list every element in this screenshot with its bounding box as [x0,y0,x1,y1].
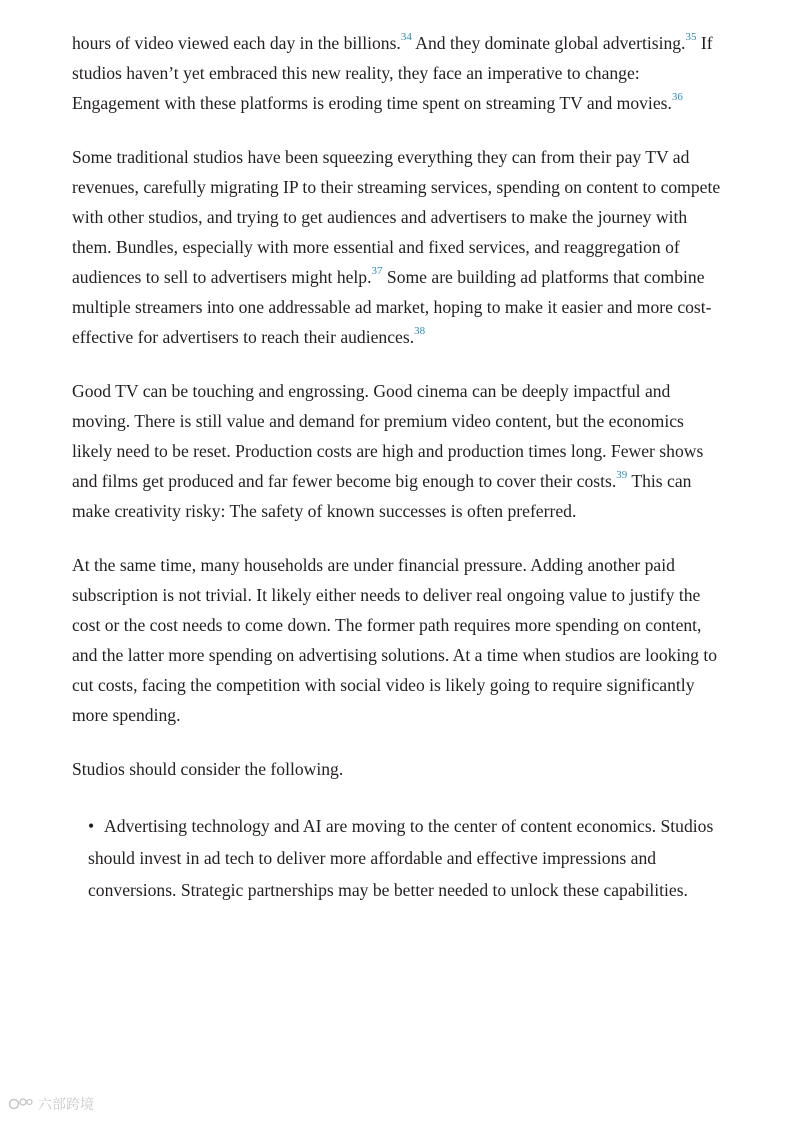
recommendation-list [72,810,722,906]
paragraph-text: If studios haven’t yet embraced this new reality, they face an imperative to change: Engagement with these platforms is eroding time spent on streaming TV and movies. [72,33,713,113]
paragraph-text: Some are building ad platforms that combine multiple streamers into one addressable ad market, hoping to make it easier and more cost-effective for advertisers to reach their audiences. [72,267,712,347]
body-text [72,28,722,784]
watermark [8,1094,94,1114]
paragraph-text: Some traditional studios have been squeezing everything they can from their pay TV ad revenues, carefully migrating IP to their streaming services, spending on content to compete with other studios, and trying to get audiences and advertisers to make the journey with them. Bundles, especially with more essential and fixed services, and reaggregation of audiences to sell to advertisers might help. [72,147,721,287]
paragraph-text: And they dominate global advertising. [411,33,686,53]
footnote-ref[interactable]: 37 [371,265,383,277]
list-item-text: Advertising technology and AI are moving to the center of content economics. Studios should invest in ad tech to deliver more affordable and effective impressions and conversions. Strategic partnerships may be better needed to unlock these capabilities. [88,816,714,900]
paragraph-text: At the same time, many households are under financial pressure. Adding another paid subscription is not trivial. It likely either needs to deliver real ongoing value to justify the cost or the cost needs to come down. The former path requires more spending on content, and the latter more spending on advertising solutions. At a time when studios are looking to cut costs, facing the competition with social video is likely going to require significantly more spending. [72,555,717,725]
paragraph [72,376,722,526]
document-page [72,28,722,906]
paragraph-text: This can make creativity risky: The safety of known successes is often preferred. [72,471,692,521]
paragraph-text: Good TV can be touching and engrossing. Good cinema can be deeply impactful and moving. There is still value and demand for premium video content, but the economics likely need to be reset. Production costs are high and production times long. Fewer shows and films get produced and far fewer become big enough to cover their costs. [72,381,704,491]
paragraph [72,28,722,118]
bullet-icon: • [88,816,95,836]
list-item [88,810,722,906]
paragraph-text: Studios should consider the following. [72,759,344,779]
footnote-ref[interactable]: 39 [616,469,628,481]
footnote-ref[interactable]: 35 [685,31,697,43]
footnote-ref[interactable]: 36 [671,91,683,103]
paragraph-text: hours of video viewed each day in the billions. [72,33,401,53]
watermark-logo-icon [8,1096,34,1112]
footnote-ref[interactable]: 34 [400,31,412,43]
paragraph [72,550,722,730]
watermark-text: 六部跨境 [38,1097,94,1113]
paragraph [72,142,722,352]
paragraph [72,754,722,784]
footnote-ref[interactable]: 38 [414,325,426,337]
